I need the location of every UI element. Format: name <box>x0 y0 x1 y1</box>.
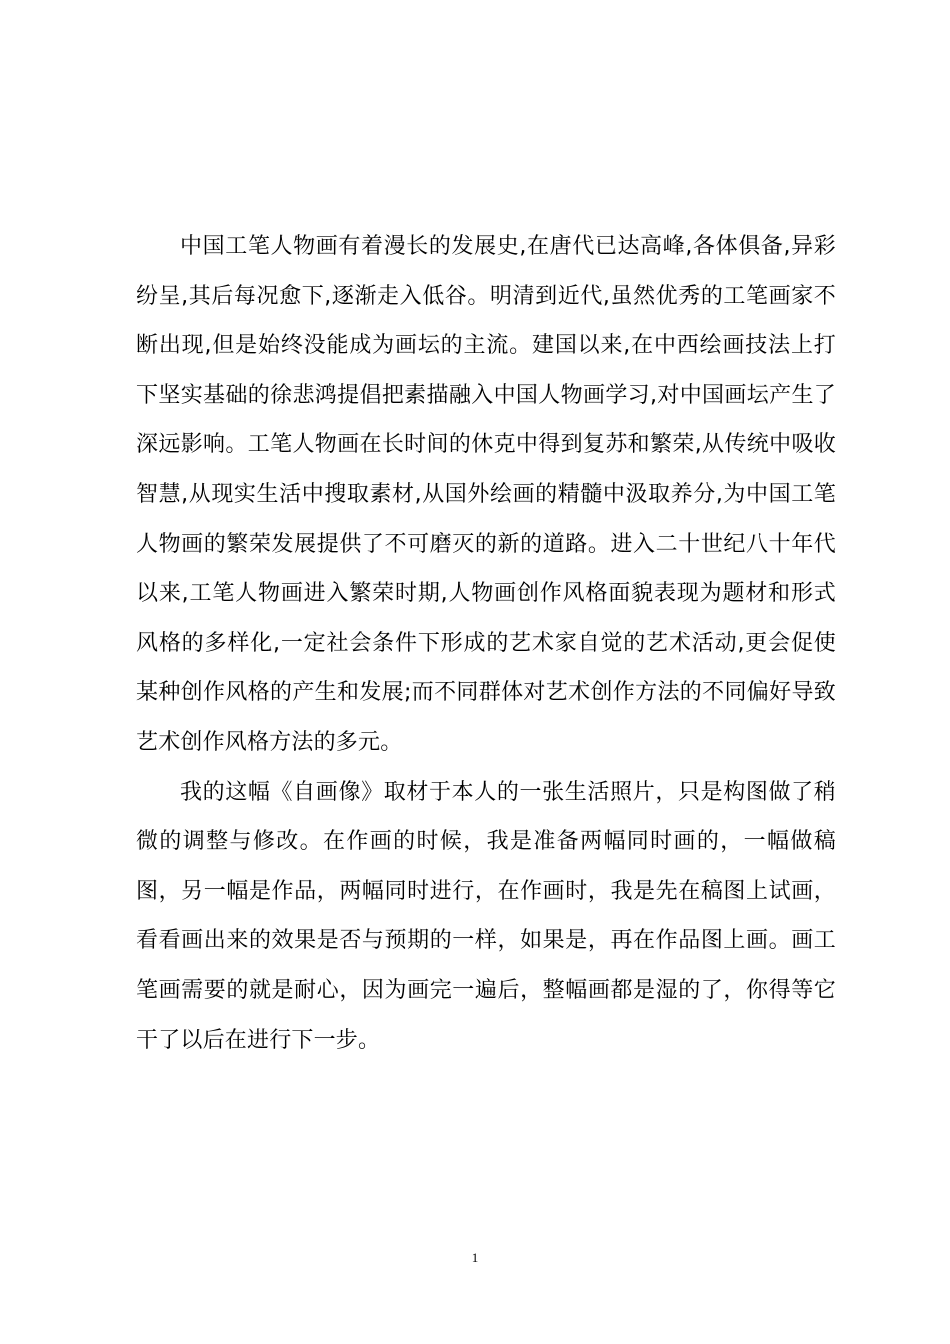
body-text <box>136 222 836 1065</box>
page-number: 1 <box>471 1250 479 1265</box>
paragraph-self-portrait: 我的这幅《自画像》取材于本人的一张生活照片，只是构图做了稍微的调整与修改。在作画的时候，我是准备两幅同时画的，一幅做稿图，另一幅是作品，两幅同时进行，在作画时，我是先在稿图上试画，看看画出来的效果是否与预期的一样，如果是，再在作品图上画。画工笔画需要的就是耐心，因为画完一遍后，整幅画都是湿的了，你得等它干了以后在进行下一步。 <box>136 779 836 1053</box>
paragraph-gongbi-history: 中国工笔人物画有着漫长的发展史,在唐代已达高峰,各体俱备,异彩纷呈,其后每况愈下,逐渐走入低谷。明清到近代,虽然优秀的工笔画家不断出现,但是始终没能成为画坛的主流。建国以来,在中西绘画技法上打下坚实基础的徐悲鸿提倡把素描融入中国人物画学习,对中国画坛产生了深远影响。工笔人物画在长时间的休克中得到复苏和繁荣,从传统中吸收智慧,从现实生活中搜取素材,从国外绘画的精髓中汲取养分,为中国工笔人物画的繁荣发展提供了不可磨灭的新的道路。进入二十世纪八十年代以来,工笔人物画进入繁荣时期,人物画创作风格面貌表现为题材和形式风格的多样化,一定社会条件下形成的艺术家自觉的艺术活动,更会促使某种创作风格的产生和发展;而不同群体对艺术创作方法的不同偏好导致艺术创作风格方法的多元。 <box>136 234 836 755</box>
